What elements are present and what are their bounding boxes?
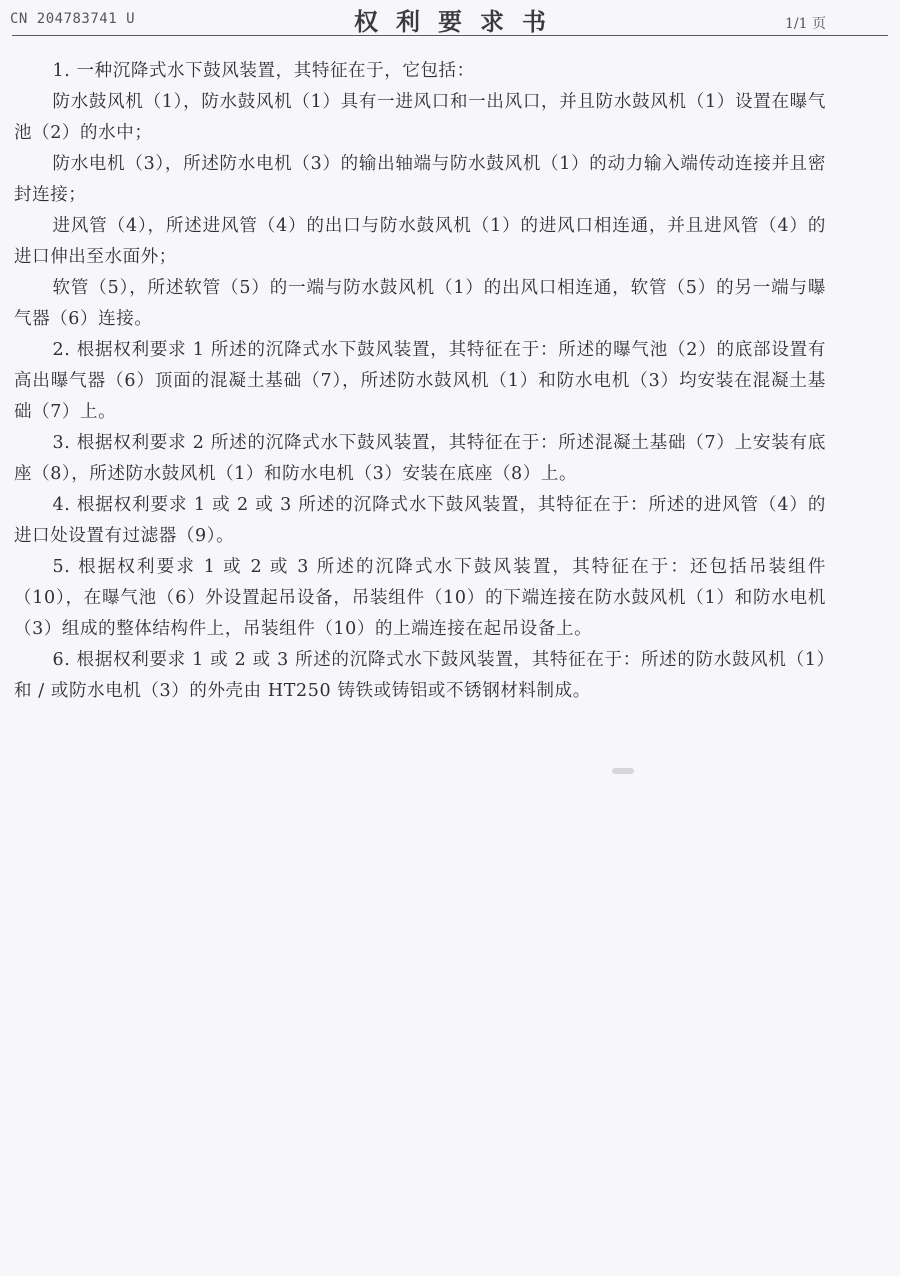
scan-smudge xyxy=(612,768,634,774)
claim-1-item-blower: 防水鼓风机（1），防水鼓风机（1）具有一进风口和一出风口，并且防水鼓风机（1）设置在曝气池（2）的水中； xyxy=(14,92,826,143)
claim-1-item-hose: 软管（5），所述软管（5）的一端与防水鼓风机（1）的出风口相连通，软管（5）的另一端与曝气器（6）连接。 xyxy=(14,278,826,329)
header-rule xyxy=(12,35,888,36)
page-indicator: 1/1 页 xyxy=(785,16,826,32)
claim-1-item-motor: 防水电机（3），所述防水电机（3）的输出轴端与防水鼓风机（1）的动力输入端传动连接并且密封连接； xyxy=(14,154,826,205)
claim-4: 4. 根据权利要求 1 或 2 或 3 所述的沉降式水下鼓风装置，其特征在于：所述的进风管（4）的进口处设置有过滤器（9）。 xyxy=(14,495,826,546)
claim-3: 3. 根据权利要求 2 所述的沉降式水下鼓风装置，其特征在于：所述混凝土基础（7）上安装有底座（8），所述防水鼓风机（1）和防水电机（3）安装在底座（8）上。 xyxy=(14,433,826,484)
claim-6: 6. 根据权利要求 1 或 2 或 3 所述的沉降式水下鼓风装置，其特征在于：所述的防水鼓风机（1）和 / 或防水电机（3）的外壳由 HT250 铸铁或铸铝或不锈钢材料制成。 xyxy=(14,650,826,701)
page-header xyxy=(0,0,900,40)
claim-1-intro: 1. 一种沉降式水下鼓风装置，其特征在于，它包括： xyxy=(52,61,475,81)
claims-body xyxy=(14,56,826,707)
claim-2: 2. 根据权利要求 1 所述的沉降式水下鼓风装置，其特征在于：所述的曝气池（2）的底部设置有高出曝气器（6）顶面的混凝土基础（7），所述防水鼓风机（1）和防水电机（3）均安装在混凝土基础（7）上。 xyxy=(14,340,826,422)
claim-5: 5. 根据权利要求 1 或 2 或 3 所述的沉降式水下鼓风装置，其特征在于：还包括吊装组件（10），在曝气池（6）外设置起吊设备，吊装组件（10）的下端连接在防水鼓风机（1）和防水电机（3）组成的整体结构件上，吊装组件（10）的上端连接在起吊设备上。 xyxy=(14,557,826,639)
document-title: 权利要求书 xyxy=(354,8,564,36)
document-number: CN 204783741 U xyxy=(10,11,136,27)
claim-1-item-inlet-pipe: 进风管（4），所述进风管（4）的出口与防水鼓风机（1）的进风口相连通，并且进风管（4）的进口伸出至水面外； xyxy=(14,216,826,267)
